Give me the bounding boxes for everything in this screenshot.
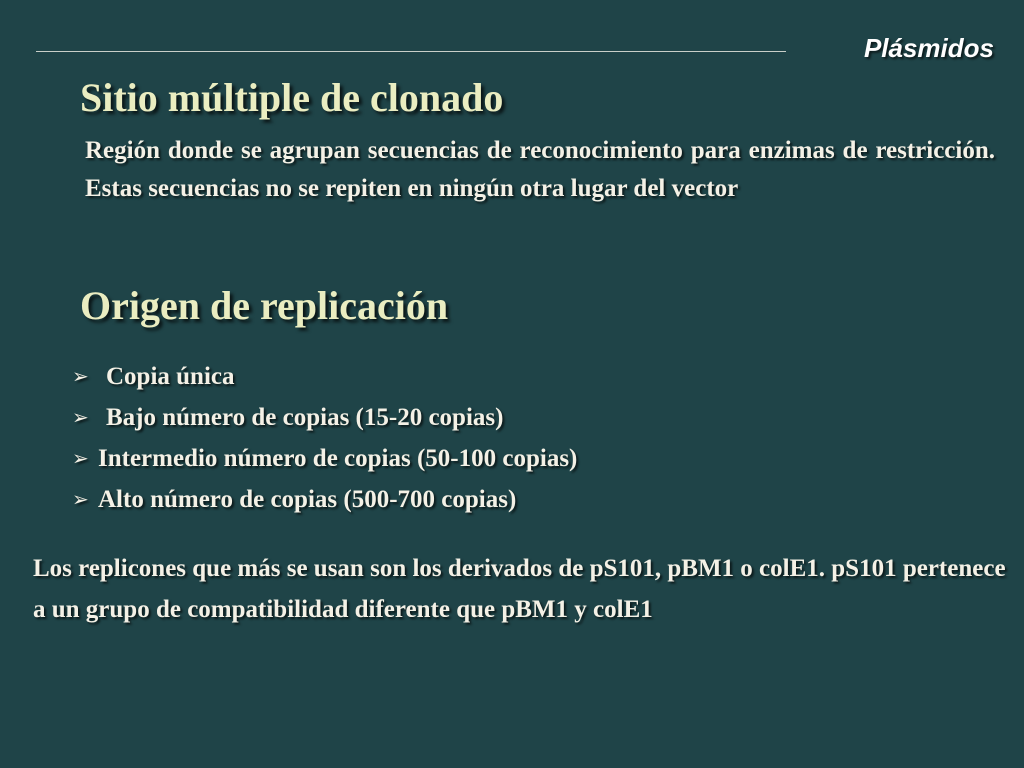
- arrowhead-bullet-icon: ➢: [72, 446, 89, 470]
- list-item: [72, 397, 577, 438]
- list-item: [72, 479, 577, 520]
- heading-multiple-cloning-site: Sitio múltiple de clonado: [80, 75, 504, 120]
- heading-origin-of-replication: Origen de replicación: [80, 283, 449, 328]
- list-item-label: Bajo número de copias (15-20 copias): [106, 404, 504, 431]
- list-item-label: Alto número de copias (500-700 copias): [98, 486, 517, 513]
- copy-number-list: [72, 356, 577, 520]
- list-item: [72, 438, 577, 479]
- section-label: Plásmidos: [863, 33, 994, 63]
- arrowhead-bullet-icon: ➢: [72, 405, 89, 429]
- arrowhead-bullet-icon: ➢: [72, 487, 89, 511]
- arrowhead-bullet-icon: ➢: [72, 364, 89, 388]
- replicons-note: Los replicones que más se usan son los derivados de pS101, pBM1 o colE1. pS101 pertenece a un grupo de compatibilidad diferente que pBM1 y colE1: [33, 555, 1006, 623]
- list-item: [72, 356, 577, 397]
- header-divider: [36, 51, 786, 52]
- multiple-cloning-site-description: Región donde se agrupan secuencias de reconocimiento para enzimas de restricción. Estas secuencias no se repiten en ningún otra lugar del vector: [85, 137, 995, 202]
- list-item-label: Copia única: [106, 363, 235, 390]
- list-item-label: Intermedio número de copias (50-100 copias): [98, 445, 578, 472]
